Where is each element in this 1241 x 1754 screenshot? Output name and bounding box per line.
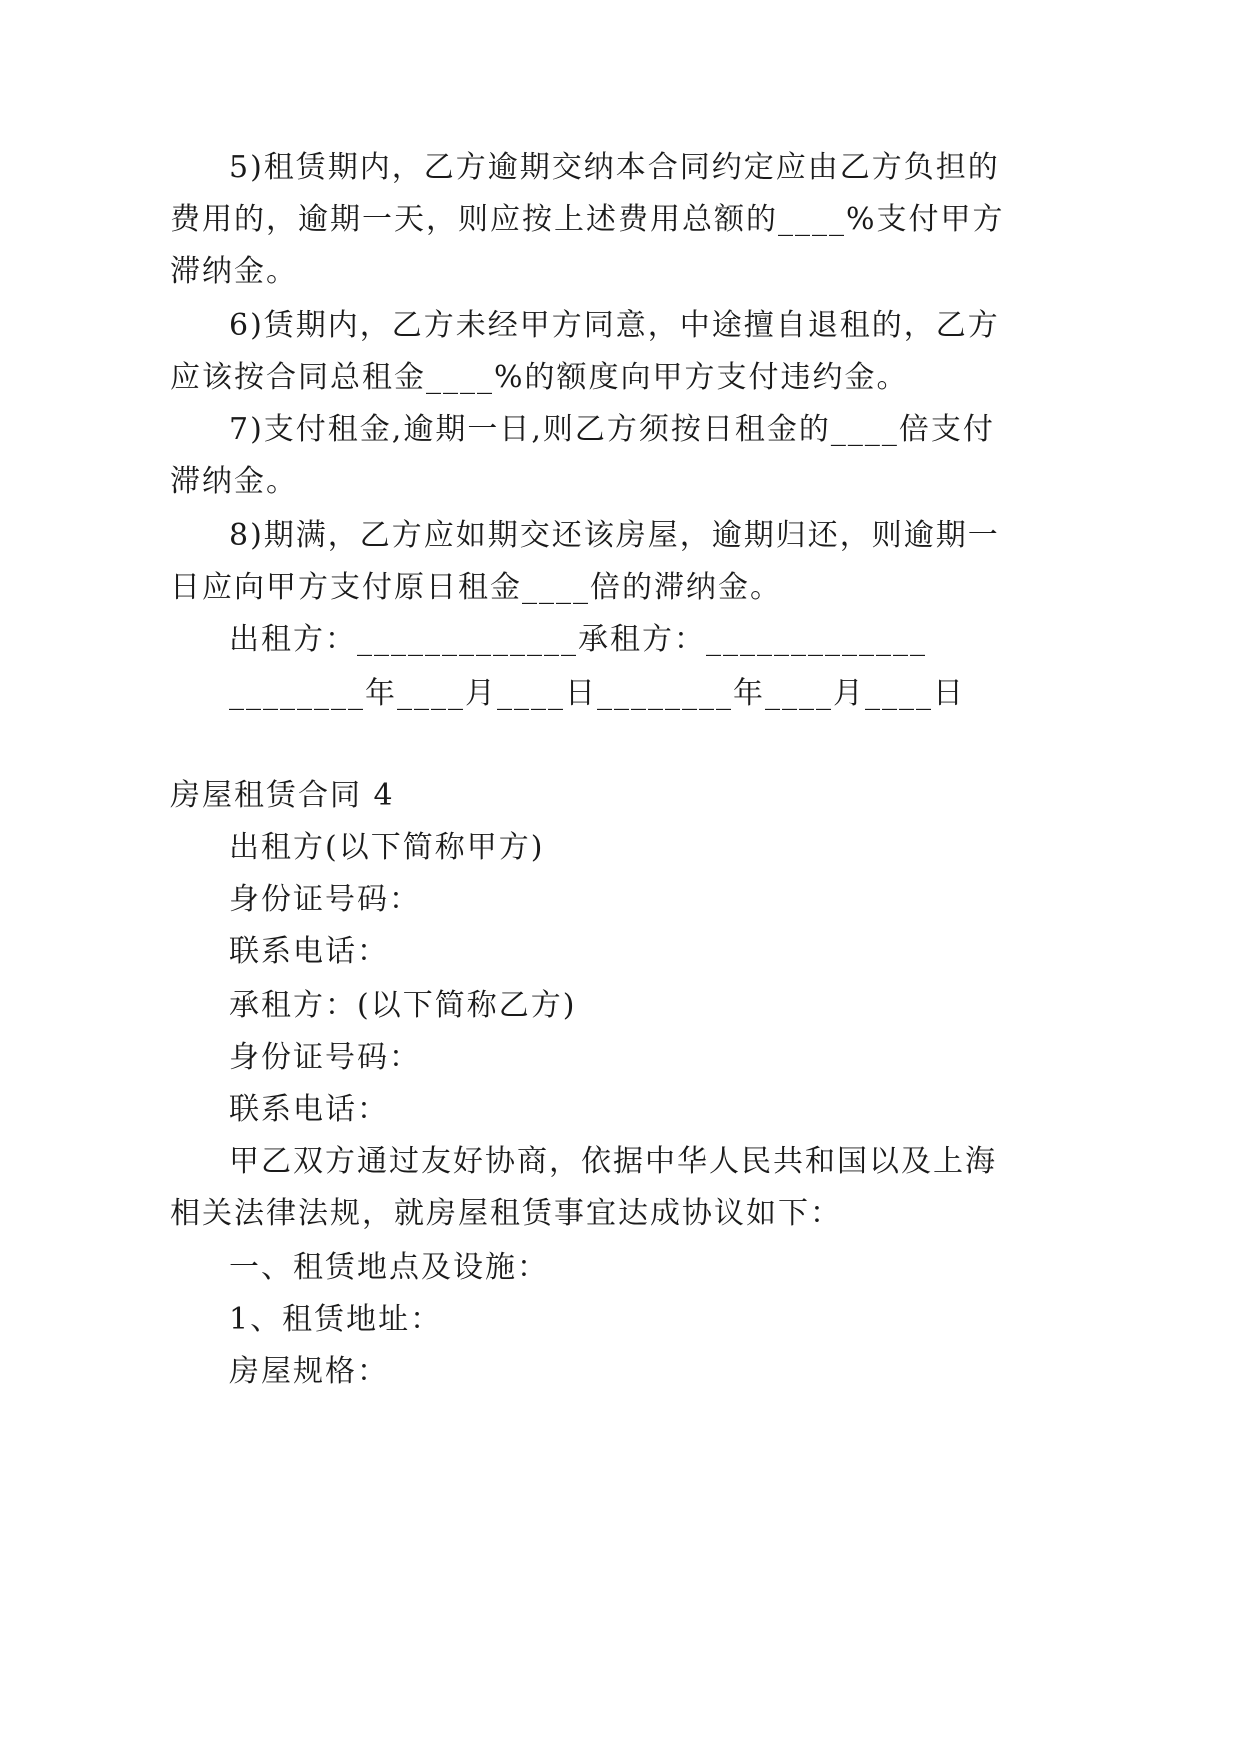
- lessor-id-label: 身份证号码：: [229, 882, 421, 917]
- house-spec-label: 房屋规格：: [229, 1354, 389, 1389]
- clause-6-line-1: 6)赁期内，乙方未经甲方同意，中途擅自退租的，乙方: [229, 308, 1000, 343]
- section-heading-1: 一、租赁地点及设施：: [229, 1250, 549, 1285]
- clause-5-line-2: 费用的，逾期一天，则应按上述费用总额的____%支付甲方: [170, 202, 1005, 237]
- item-1-address: 1、租赁地址：: [229, 1302, 443, 1337]
- lessee-id-label: 身份证号码：: [229, 1040, 421, 1075]
- signature-line: 出租方：_____________承租方：_____________: [229, 622, 927, 657]
- intro-line-1: 甲乙双方通过友好协商，依据中华人民共和国以及上海: [229, 1144, 997, 1179]
- clause-6-line-2: 应该按合同总租金____%的额度向甲方支付违约金。: [170, 360, 909, 395]
- clause-5-line-3: 滞纳金。: [170, 254, 298, 289]
- date-line: ________年____月____日________年____月____日: [229, 676, 965, 711]
- lessee-label: 承租方：(以下简称乙方): [229, 988, 577, 1023]
- clause-8-line-2: 日应向甲方支付原日租金____倍的滞纳金。: [170, 570, 782, 605]
- clause-8-line-1: 8)期满，乙方应如期交还该房屋，逾期归还，则逾期一: [229, 518, 1000, 553]
- lessee-phone-label: 联系电话：: [229, 1092, 389, 1127]
- intro-line-2: 相关法律法规，就房屋租赁事宜达成协议如下：: [170, 1196, 842, 1231]
- lessor-label: 出租方(以下简称甲方): [229, 830, 545, 865]
- clause-7-line-2: 滞纳金。: [170, 464, 298, 499]
- lessor-phone-label: 联系电话：: [229, 934, 389, 969]
- contract-title: 房屋租赁合同 4: [170, 778, 395, 813]
- clause-7-line-1: 7)支付租金,逾期一日,则乙方须按日租金的____倍支付: [229, 412, 995, 447]
- clause-5-line-1: 5)租赁期内，乙方逾期交纳本合同约定应由乙方负担的: [229, 150, 1000, 185]
